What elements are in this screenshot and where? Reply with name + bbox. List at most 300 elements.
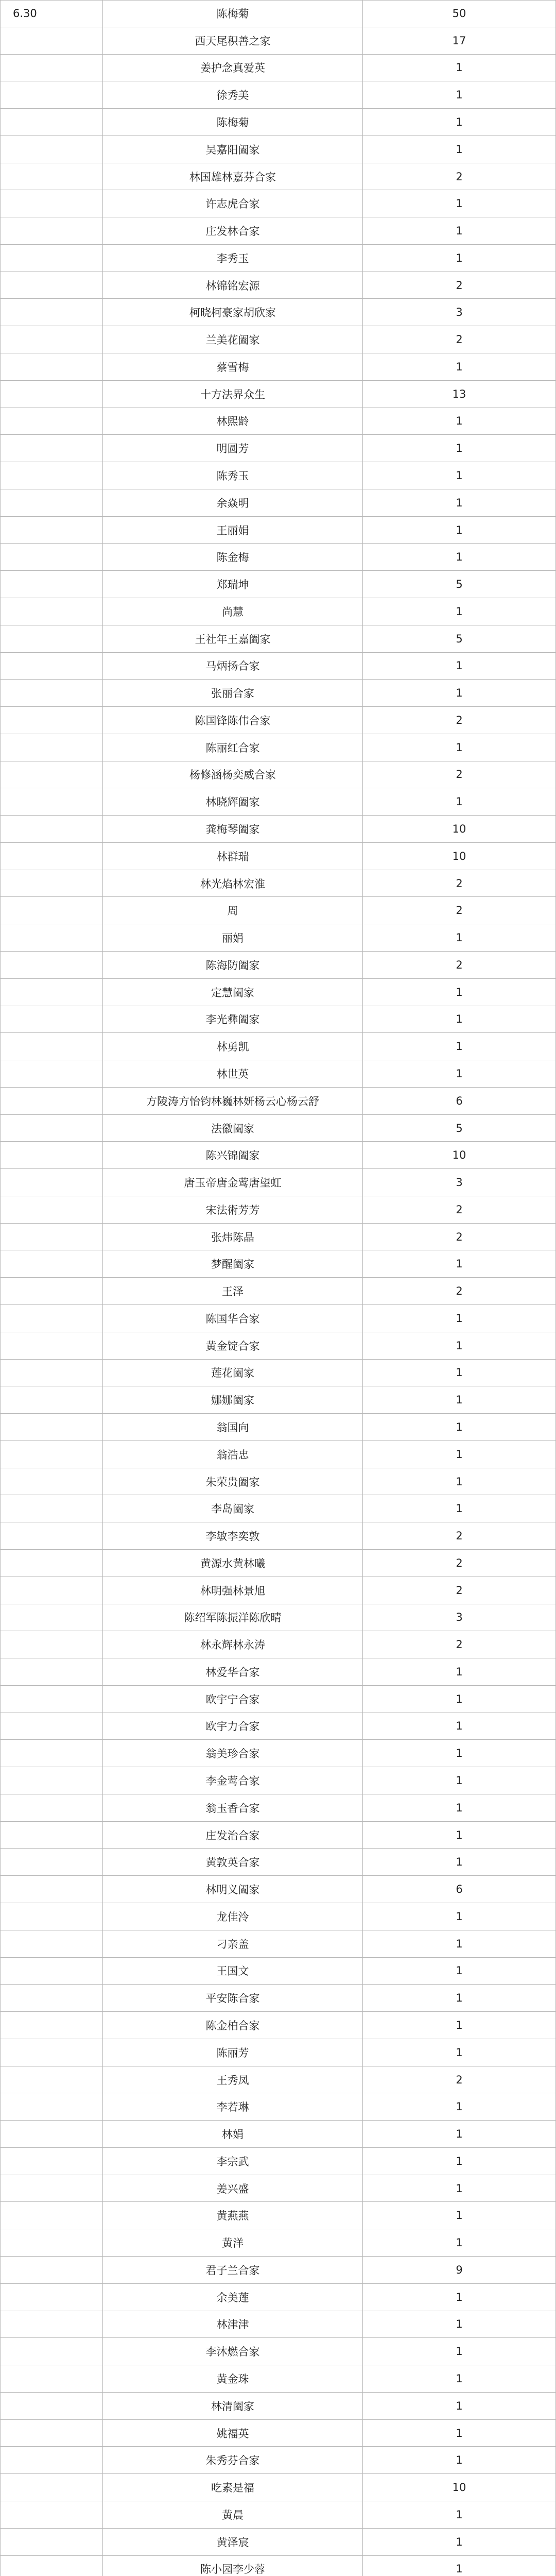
amount-cell: 2 [363, 897, 556, 924]
date-cell [0, 1468, 103, 1496]
donor-name-cell: 林光焰林宏淮 [103, 870, 363, 897]
donor-name-cell: 陈金梅 [103, 544, 363, 571]
amount-cell: 2 [363, 1224, 556, 1251]
amount-cell: 13 [363, 381, 556, 408]
amount-cell: 1 [363, 2556, 556, 2576]
donor-name-cell: 陈兴锦阖家 [103, 1142, 363, 1169]
date-cell [0, 2229, 103, 2257]
date-cell [0, 1822, 103, 1849]
donor-name-cell: 宋法術芳芳 [103, 1196, 363, 1224]
table-row [0, 1006, 556, 1033]
amount-cell: 1 [363, 55, 556, 82]
table-row [0, 190, 556, 217]
donor-name-cell: 翁浩忠 [103, 1441, 363, 1468]
table-row [0, 109, 556, 136]
donor-name-cell: 黄燕燕 [103, 2202, 363, 2229]
table-row [0, 1468, 556, 1496]
date-cell [0, 1088, 103, 1115]
amount-cell: 2 [363, 1550, 556, 1577]
amount-cell: 2 [363, 870, 556, 897]
amount-cell: 1 [363, 489, 556, 517]
date-cell [0, 381, 103, 408]
table-row [0, 1278, 556, 1305]
donor-name-cell: 林国雄林嘉芬合家 [103, 163, 363, 191]
date-cell [0, 2529, 103, 2556]
donor-name-cell: 陈梅菊 [103, 0, 363, 27]
date-cell [0, 27, 103, 55]
table-row [0, 2501, 556, 2529]
date-cell [0, 1495, 103, 1522]
amount-cell: 2 [363, 707, 556, 734]
donor-name-cell: 许志虎合家 [103, 190, 363, 217]
donor-name-cell: 平安陈合家 [103, 1985, 363, 2012]
amount-cell: 3 [363, 1169, 556, 1196]
amount-cell: 1 [363, 1985, 556, 2012]
donor-name-cell: 陈国华合家 [103, 1305, 363, 1332]
donor-name-cell: 李若琳 [103, 2093, 363, 2121]
donor-name-cell: 朱荣贵阖家 [103, 1468, 363, 1496]
amount-cell: 1 [363, 1958, 556, 1985]
date-cell [0, 571, 103, 598]
amount-cell: 9 [363, 2257, 556, 2284]
donor-name-cell: 梦醒阖家 [103, 1250, 363, 1278]
donor-name-cell: 西天尾积善之家 [103, 27, 363, 55]
donor-name-cell: 余焱明 [103, 489, 363, 517]
date-cell [0, 1930, 103, 1958]
donor-name-cell: 庄发林合家 [103, 217, 363, 245]
donor-name-cell: 马炳扬合家 [103, 653, 363, 680]
table-row [0, 544, 556, 571]
amount-cell: 1 [363, 2229, 556, 2257]
donor-name-cell: 陈小园李少蓉 [103, 2556, 363, 2576]
amount-cell: 2 [363, 326, 556, 353]
date-cell [0, 136, 103, 163]
donor-name-cell: 吃素是福 [103, 2474, 363, 2501]
donor-name-cell: 王秀凤 [103, 2066, 363, 2094]
date-cell [0, 680, 103, 707]
table-row [0, 81, 556, 109]
date-cell: 6.30 [0, 0, 103, 27]
donor-name-cell: 王丽娟 [103, 517, 363, 544]
amount-cell: 1 [363, 1033, 556, 1060]
date-cell [0, 2420, 103, 2447]
date-cell [0, 1767, 103, 1794]
donor-name-cell: 林晓辉阖家 [103, 788, 363, 816]
amount-cell: 2 [363, 1631, 556, 1658]
date-cell [0, 2556, 103, 2576]
donor-name-cell: 尚慧 [103, 598, 363, 625]
donor-name-cell: 张丽合家 [103, 680, 363, 707]
date-cell [0, 1876, 103, 1903]
amount-cell: 1 [363, 81, 556, 109]
date-cell [0, 217, 103, 245]
date-cell [0, 1033, 103, 1060]
date-cell [0, 2093, 103, 2121]
amount-cell: 1 [363, 1713, 556, 1740]
donor-name-cell: 林勇凯 [103, 1033, 363, 1060]
amount-cell: 1 [363, 2175, 556, 2202]
date-cell [0, 544, 103, 571]
date-cell [0, 1250, 103, 1278]
amount-cell: 1 [363, 1767, 556, 1794]
donor-name-cell: 方陵涛方怡钧林巍林妍杨云心杨云舒 [103, 1088, 363, 1115]
donor-name-cell: 黄敦英合家 [103, 1849, 363, 1876]
table-row [0, 1686, 556, 1713]
date-cell [0, 1196, 103, 1224]
table-row [0, 1903, 556, 1930]
date-cell [0, 2447, 103, 2474]
donor-name-cell: 周 [103, 897, 363, 924]
table-row [0, 326, 556, 353]
date-cell [0, 816, 103, 843]
amount-cell: 1 [363, 1060, 556, 1088]
amount-cell: 1 [363, 217, 556, 245]
amount-cell: 1 [363, 1332, 556, 1360]
table-row [0, 1169, 556, 1196]
date-cell [0, 2257, 103, 2284]
amount-cell: 1 [363, 680, 556, 707]
amount-cell: 1 [363, 1468, 556, 1496]
date-cell [0, 653, 103, 680]
donor-name-cell: 陈丽红合家 [103, 734, 363, 761]
table-row [0, 1740, 556, 1767]
donor-name-cell: 陈金柏合家 [103, 2012, 363, 2039]
amount-cell: 2 [363, 761, 556, 789]
table-row [0, 381, 556, 408]
table-row [0, 2529, 556, 2556]
donor-name-cell: 姜兴盛 [103, 2175, 363, 2202]
donor-name-cell: 李宗武 [103, 2148, 363, 2175]
table-row [0, 2202, 556, 2229]
donor-name-cell: 黄晨 [103, 2501, 363, 2529]
date-cell [0, 1903, 103, 1930]
table-row [0, 1386, 556, 1414]
table-row [0, 435, 556, 462]
date-cell [0, 1386, 103, 1414]
table-row [0, 1033, 556, 1060]
donor-name-cell: 林明强林景旭 [103, 1577, 363, 1604]
donor-name-cell: 十方法界众生 [103, 381, 363, 408]
donor-name-cell: 明圆芳 [103, 435, 363, 462]
amount-cell: 1 [363, 517, 556, 544]
table-row [0, 788, 556, 816]
amount-cell: 1 [363, 1441, 556, 1468]
donor-name-cell: 法徽阖家 [103, 1115, 363, 1142]
date-cell [0, 1686, 103, 1713]
date-cell [0, 1985, 103, 2012]
amount-cell: 5 [363, 1115, 556, 1142]
date-cell [0, 1522, 103, 1550]
date-cell [0, 1658, 103, 1686]
table-row [0, 163, 556, 191]
date-cell [0, 81, 103, 109]
donor-name-cell: 柯晓柯豪家胡欣家 [103, 299, 363, 326]
amount-cell: 1 [363, 734, 556, 761]
amount-cell: 2 [363, 1522, 556, 1550]
amount-cell: 1 [363, 1930, 556, 1958]
amount-cell: 1 [363, 598, 556, 625]
date-cell [0, 707, 103, 734]
donor-name-cell: 陈秀玉 [103, 462, 363, 489]
date-cell [0, 979, 103, 1006]
date-cell [0, 2338, 103, 2365]
amount-cell: 2 [363, 1278, 556, 1305]
table-row [0, 816, 556, 843]
date-cell [0, 2066, 103, 2094]
amount-cell: 1 [363, 1849, 556, 1876]
table-row [0, 299, 556, 326]
table-row [0, 1414, 556, 1441]
amount-cell: 1 [363, 1658, 556, 1686]
donor-name-cell: 李秀玉 [103, 245, 363, 272]
table-row [0, 1196, 556, 1224]
table-row [0, 653, 556, 680]
date-cell [0, 462, 103, 489]
table-row [0, 2365, 556, 2393]
table-row [0, 2175, 556, 2202]
table-row [0, 1985, 556, 2012]
date-cell [0, 2365, 103, 2393]
donor-name-cell: 翁玉香合家 [103, 1794, 363, 1822]
date-cell [0, 952, 103, 979]
donor-name-cell: 黄源水黄林曦 [103, 1550, 363, 1577]
table-row [0, 1794, 556, 1822]
table-row [0, 27, 556, 55]
date-cell [0, 1958, 103, 1985]
amount-cell: 2 [363, 1196, 556, 1224]
table-row [0, 1250, 556, 1278]
table-row [0, 1767, 556, 1794]
donor-name-cell: 李金莺合家 [103, 1767, 363, 1794]
donor-name-cell: 郑瑞坤 [103, 571, 363, 598]
amount-cell: 5 [363, 625, 556, 653]
date-cell [0, 1849, 103, 1876]
date-cell [0, 2121, 103, 2148]
date-cell [0, 1550, 103, 1577]
donor-name-cell: 王社年王嘉阖家 [103, 625, 363, 653]
date-cell [0, 788, 103, 816]
amount-cell: 2 [363, 952, 556, 979]
table-row [0, 1713, 556, 1740]
amount-cell: 1 [363, 1822, 556, 1849]
donor-name-cell: 欧宇宁合家 [103, 1686, 363, 1713]
amount-cell: 1 [363, 435, 556, 462]
date-cell [0, 2393, 103, 2420]
donor-name-cell: 林锦铭宏源 [103, 272, 363, 299]
amount-cell: 2 [363, 1577, 556, 1604]
donor-name-cell: 莲花阖家 [103, 1360, 363, 1387]
amount-cell: 1 [363, 924, 556, 952]
table-row [0, 2420, 556, 2447]
date-cell [0, 109, 103, 136]
donor-name-cell: 吴嘉阳阖家 [103, 136, 363, 163]
amount-cell: 6 [363, 1088, 556, 1115]
table-row [0, 217, 556, 245]
date-cell [0, 1224, 103, 1251]
table-row [0, 1604, 556, 1632]
table-row [0, 245, 556, 272]
donor-name-cell: 陈梅菊 [103, 109, 363, 136]
donor-name-cell: 娜娜阖家 [103, 1386, 363, 1414]
table-row [0, 2121, 556, 2148]
date-cell [0, 870, 103, 897]
amount-cell: 3 [363, 299, 556, 326]
table-row [0, 734, 556, 761]
donor-name-cell: 林世英 [103, 1060, 363, 1088]
amount-cell: 10 [363, 2474, 556, 2501]
amount-cell: 17 [363, 27, 556, 55]
date-cell [0, 2148, 103, 2175]
date-cell [0, 1060, 103, 1088]
table-row [0, 2311, 556, 2338]
date-cell [0, 1169, 103, 1196]
date-cell [0, 2284, 103, 2311]
amount-cell: 1 [363, 1794, 556, 1822]
donor-name-cell: 林爱华合家 [103, 1658, 363, 1686]
date-cell [0, 1305, 103, 1332]
amount-cell: 2 [363, 272, 556, 299]
donor-name-cell: 林永辉林永涛 [103, 1631, 363, 1658]
table-row [0, 1224, 556, 1251]
amount-cell: 1 [363, 1360, 556, 1387]
table-row [0, 2093, 556, 2121]
donor-name-cell: 林清阖家 [103, 2393, 363, 2420]
date-cell [0, 2311, 103, 2338]
table-row [0, 2556, 556, 2576]
amount-cell: 1 [363, 2039, 556, 2066]
amount-cell: 1 [363, 2311, 556, 2338]
donor-name-cell: 朱秀芬合家 [103, 2447, 363, 2474]
table-row [0, 2012, 556, 2039]
table-row [0, 517, 556, 544]
date-cell [0, 1631, 103, 1658]
table-row [0, 408, 556, 435]
amount-cell: 1 [363, 408, 556, 435]
table-row [0, 1876, 556, 1903]
donor-name-cell: 林娟 [103, 2121, 363, 2148]
amount-cell: 1 [363, 2393, 556, 2420]
donor-name-cell: 王泽 [103, 1278, 363, 1305]
date-cell [0, 435, 103, 462]
table-row [0, 2474, 556, 2501]
table-row [0, 2257, 556, 2284]
amount-cell: 2 [363, 163, 556, 191]
amount-cell: 1 [363, 2447, 556, 2474]
amount-cell: 1 [363, 190, 556, 217]
table-row [0, 1849, 556, 1876]
date-cell [0, 761, 103, 789]
donor-name-cell: 翁美珍合家 [103, 1740, 363, 1767]
table-row [0, 571, 556, 598]
amount-cell: 1 [363, 2093, 556, 2121]
donor-name-cell: 林明义阖家 [103, 1876, 363, 1903]
date-cell [0, 2202, 103, 2229]
date-cell [0, 2474, 103, 2501]
date-cell [0, 1414, 103, 1441]
donor-name-cell: 林津津 [103, 2311, 363, 2338]
donor-name-cell: 翁国向 [103, 1414, 363, 1441]
date-cell [0, 326, 103, 353]
table-row [0, 2393, 556, 2420]
amount-cell: 1 [363, 2121, 556, 2148]
amount-cell: 1 [363, 2148, 556, 2175]
amount-cell: 1 [363, 245, 556, 272]
amount-cell: 1 [363, 109, 556, 136]
donor-name-cell: 李光彝阖家 [103, 1006, 363, 1033]
table-row [0, 2447, 556, 2474]
donor-name-cell: 姚福英 [103, 2420, 363, 2447]
amount-cell: 1 [363, 2012, 556, 2039]
date-cell [0, 245, 103, 272]
table-row [0, 1550, 556, 1577]
amount-cell: 1 [363, 136, 556, 163]
donor-name-cell: 林群瑞 [103, 843, 363, 870]
table-row [0, 1088, 556, 1115]
date-cell [0, 489, 103, 517]
donor-name-cell: 龚梅琴阖家 [103, 816, 363, 843]
amount-cell: 1 [363, 2420, 556, 2447]
table-row [0, 1822, 556, 1849]
amount-cell: 1 [363, 788, 556, 816]
amount-cell: 10 [363, 1142, 556, 1169]
date-cell [0, 272, 103, 299]
table-row [0, 1441, 556, 1468]
date-cell [0, 598, 103, 625]
date-cell [0, 299, 103, 326]
table-row [0, 1115, 556, 1142]
donor-name-cell: 黄金珠 [103, 2365, 363, 2393]
donor-name-cell: 定慧阖家 [103, 979, 363, 1006]
table-row [0, 2338, 556, 2365]
table-row [0, 1060, 556, 1088]
date-cell [0, 1740, 103, 1767]
table-row [0, 598, 556, 625]
donor-name-cell: 庄发治合家 [103, 1822, 363, 1849]
date-cell [0, 190, 103, 217]
amount-cell: 1 [363, 1495, 556, 1522]
date-cell [0, 2501, 103, 2529]
table-row [0, 1631, 556, 1658]
donor-name-cell: 余美莲 [103, 2284, 363, 2311]
date-cell [0, 2175, 103, 2202]
amount-cell: 1 [363, 353, 556, 381]
date-cell [0, 734, 103, 761]
donor-name-cell: 陈国锋陈伟合家 [103, 707, 363, 734]
date-cell [0, 517, 103, 544]
table-row [0, 897, 556, 924]
table-row [0, 1360, 556, 1387]
date-cell [0, 1713, 103, 1740]
date-cell [0, 1142, 103, 1169]
donor-name-cell: 林熙龄 [103, 408, 363, 435]
date-cell [0, 408, 103, 435]
donor-name-cell: 黄金锭合家 [103, 1332, 363, 1360]
donor-name-cell: 兰美花阖家 [103, 326, 363, 353]
table-row [0, 272, 556, 299]
date-cell [0, 1604, 103, 1632]
donor-name-cell: 黄泽宸 [103, 2529, 363, 2556]
amount-cell: 1 [363, 1250, 556, 1278]
table-row [0, 2039, 556, 2066]
table-row [0, 1930, 556, 1958]
table-row [0, 680, 556, 707]
donor-name-cell: 陈海防阖家 [103, 952, 363, 979]
date-cell [0, 1332, 103, 1360]
donor-name-cell: 李沐燃合家 [103, 2338, 363, 2365]
donor-name-cell: 张炜陈晶 [103, 1224, 363, 1251]
date-cell [0, 843, 103, 870]
table-row [0, 1658, 556, 1686]
